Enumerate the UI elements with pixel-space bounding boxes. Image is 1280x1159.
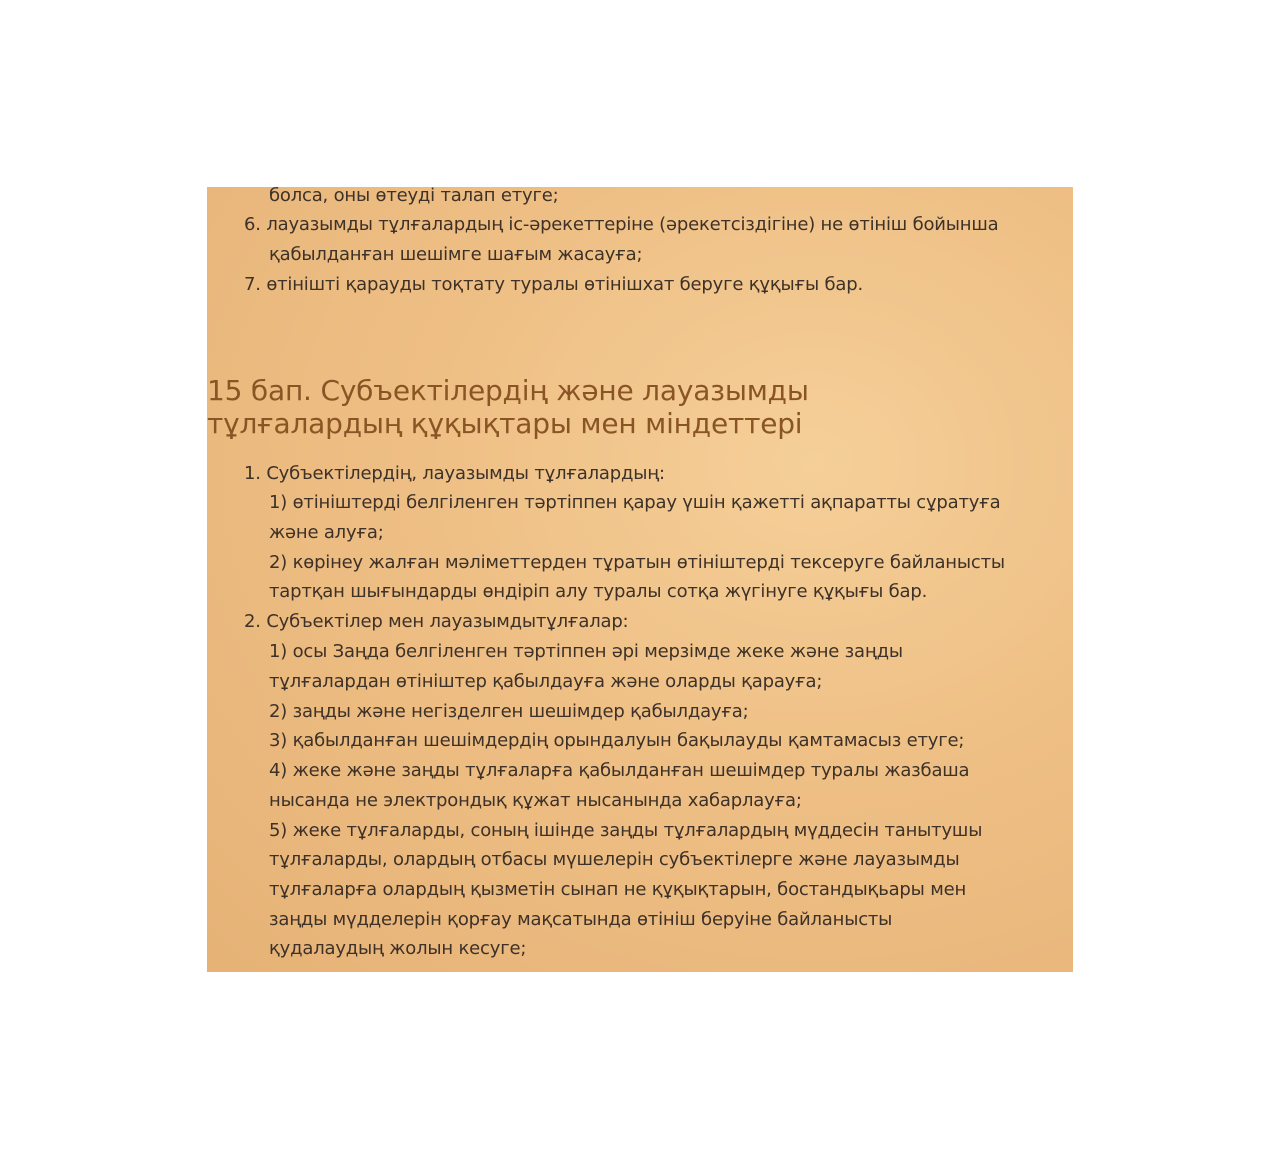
section-2-line: 3) қабылданған шешімдердің орындалуын бақылауды қамтамасыз етуге; — [269, 730, 965, 751]
section-1-line: және алуға; — [269, 522, 384, 543]
section-1-line: тартқан шығындарды өндіріп алу туралы сотқа жүгінуге құқығы бар. — [269, 581, 928, 602]
article-title-line-1: 15 бап. Субъектілердің және лауазымды — [207, 374, 809, 407]
section-2-line: 4) жеке және заңды тұлғаларға қабылданған шешімдер туралы жазбаша — [269, 760, 970, 781]
section-1-line: 1) өтініштерді белгіленген тәртіппен қарау үшін қажетті ақпаратты сұратуға — [269, 492, 1001, 513]
list-item-6-line-2: қабылданған шешімге шағым жасауға; — [269, 244, 643, 265]
list-item-text: лауазымды тұлғалардың іс-әрекеттеріне (әрекетсіздігіне) не өтініш бойынша — [266, 214, 999, 235]
section-2-line: тұлғаларға олардың қызметін сынап не құқықтарын, бостандықьары мен — [269, 879, 967, 900]
list-number: 6. — [244, 214, 261, 235]
section-1-heading — [244, 463, 665, 485]
list-number: 7. — [244, 274, 261, 295]
section-2-line: 5) жеке тұлғаларды, соның ішінде заңды тұлғалардың мүддесін танытушы — [269, 820, 983, 841]
section-heading-text: Субъектілер мен лауазымдытұлғалар: — [266, 611, 629, 632]
list-number: 1. — [244, 463, 261, 484]
list-continuation-line: болса, оны өтеуді талап етуге; — [269, 187, 559, 206]
section-2-line: 1) осы Заңда белгіленген тәртіппен әрі мерзімде жеке және заңды — [269, 641, 903, 662]
section-1-line: 2) көрінеу жалған мәліметтерден тұратын өтініштерді тексеруге байланысты — [269, 552, 1005, 573]
list-number: 2. — [244, 611, 261, 632]
section-2-line: нысанда не электрондық құжат нысанында хабарлауға; — [269, 790, 802, 811]
list-item-text: өтінішті қарауды тоқтату туралы өтінішхат беруге құқығы бар. — [266, 274, 864, 295]
list-item-7 — [244, 274, 863, 296]
section-heading-text: Субъектілердің, лауазымды тұлғалардың: — [266, 463, 665, 484]
section-2-line: тұлғалардан өтініштер қабылдауға және оларды қарауға; — [269, 671, 823, 692]
section-2-line: заңды мүдделерін қорғау мақсатында өтініш беруіне байланысты — [269, 909, 893, 930]
article-title-line-2: тұлғалардың құқықтары мен міндеттері — [207, 407, 803, 440]
document-slide — [207, 187, 1073, 972]
list-item-6 — [244, 214, 998, 236]
section-2-line: тұлғаларды, олардың отбасы мүшелерін субъектілерге және лауазымды — [269, 849, 960, 870]
section-2-heading — [244, 611, 628, 633]
section-2-line: қудалаудың жолын кесуге; — [269, 938, 527, 959]
section-2-line: 2) заңды және негізделген шешімдер қабылдауға; — [269, 701, 749, 722]
